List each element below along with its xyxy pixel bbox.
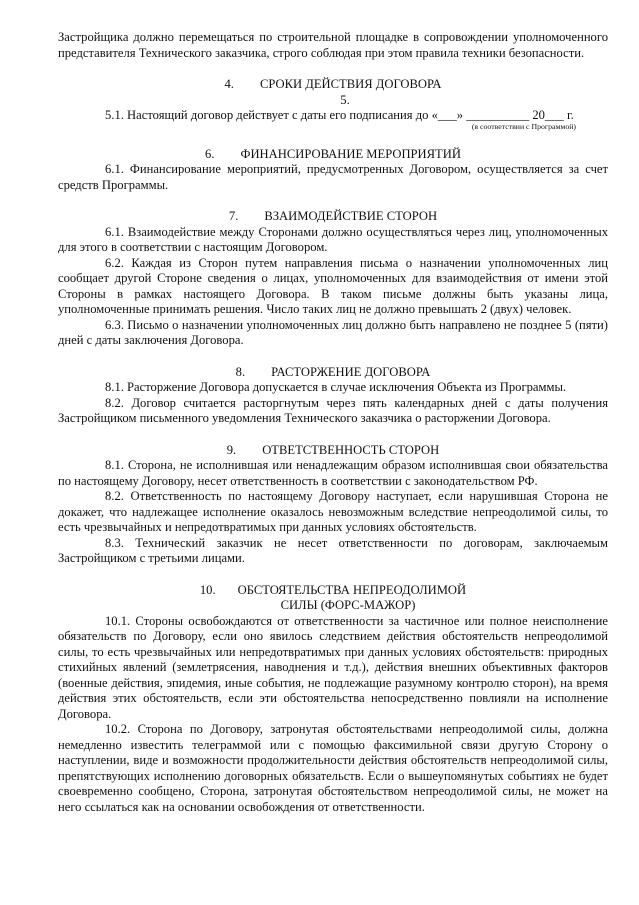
clause-5-1: 5.1. Настоящий договор действует с даты его подписания до «___» __________ 20___ г. (105, 108, 574, 122)
clause-9-3: 8.3. Технический заказчик не несет ответственности по договорам, заключаемым Застройщиком с третьими лицами. (58, 535, 608, 565)
clause-7-3: 6.3. Письмо о назначении уполномоченных лиц должно быть направлено не позднее 5 (пяти) дней с даты заключения Договора. (58, 317, 608, 347)
clause-10-1: 10.1. Стороны освобождаются от ответственности за частичное или полное неисполнение обязательств по Договору, если оно явилось следствием действия обстоятельств непреодолимой силы, то есть чрезвычайных или непредотвратимых при данных условиях обстоятельств: природных стихийных явлений (землетрясения, наводнения и т.д.), действия внешних объективных факторов (военные действия, эпидемия, иные события, не подлежащие разумному контролю сторон), на время действия этих обстоятельств, если эти обстоятельства непосредственно повлияли на исполнение Договора. (58, 613, 608, 721)
section-8-heading (58, 365, 608, 381)
section-10-heading (58, 583, 608, 614)
section-6-heading (58, 147, 608, 163)
section-8-number: 8. (235, 364, 246, 379)
clause-7-2: 6.2. Каждая из Сторон путем направления письма о назначении уполномоченных лиц сообщает другой Стороне сведения о лицах, уполномоченных для взаимодействия от имени этой Стороны в рамках настоящего Договора. В таком письме должны быть указаны лица, уполномоченные принимать решения. Число таких лиц не должно превышать 2 (двух) человек. (58, 255, 608, 316)
section-7-heading (58, 209, 608, 225)
section-8-title: РАСТОРЖЕНИЕ ДОГОВОРА (271, 364, 431, 379)
section-gap (58, 61, 608, 77)
clause-8-2: 8.2. Договор считается расторгнутым через пять календарных дней с даты получения Застройщиком письменного уведомления Технического заказчика о расторжении Договора. (58, 395, 608, 425)
section-10-title-line2: СИЛЫ (ФОРС-МАЖОР) (280, 598, 416, 612)
section-9-number: 9. (226, 442, 237, 457)
section-gap (58, 427, 608, 443)
section-7-title: ВЗАИМОДЕЙСТВИЕ СТОРОН (264, 209, 438, 223)
clause-5-1-note: (в соответствии с Программой) (471, 121, 576, 131)
section-6-title: ФИНАНСИРОВАНИЕ МЕРОПРИЯТИЙ (240, 146, 461, 161)
clause-7-1: 6.1. Взаимодействие между Сторонами должно осуществляться через лиц, уполномоченных для этого в соответствии с настоящим Договором. (58, 224, 608, 254)
section-6-number: 6. (205, 146, 215, 161)
clause-8-1: 8.1. Расторжение Договора допускается в случае исключения Объекта из Программы. (105, 380, 567, 394)
clause-9-1: 8.1. Сторона, не исполнившая или ненадлежащим образом исполнившая свои обязательства по настоящему Договору, несет ответственность в соответствии с законодательством РФ. (58, 458, 608, 488)
section-10-title-line1: ОБСТОЯТЕЛЬСТВА НЕПРЕОДОЛИМОЙ (237, 582, 467, 597)
section-7-number: 7. (228, 209, 239, 223)
section-9-heading (58, 443, 608, 459)
document-page (58, 30, 608, 815)
clause-6-1: 6.1. Финансирование мероприятий, предусмотренных Договором, осуществляется за счет средств Программы. (58, 162, 608, 192)
section-9-title: ОТВЕТСТВЕННОСТЬ СТОРОН (262, 442, 440, 457)
section-5-number: 5. (340, 92, 350, 107)
section-10-number: 10. (199, 582, 216, 597)
section-4-heading (58, 77, 608, 93)
clause-9-2: 8.2. Ответственность по настоящему Договору наступает, если нарушившая Сторона не докажет, что надлежащее исполнение оказалось невозможным вследствие непреодолимой силы, то есть чрезвычайных и непредотвратимых при данных условиях обстоятельств. (58, 489, 608, 534)
intro-paragraph: Застройщика должно перемещаться по строительной площадке в сопровождении уполномоченного представителя Технического заказчика, строго соблюдая при этом правила техники безопасности. (58, 30, 608, 60)
clause-10-2: 10.2. Сторона по Договору, затронутая обстоятельствами непреодолимой силы, должна немедленно известить телеграммой или с помощью факсимильной связи другую Сторону о наступлении, виде и возможности продолжительности действия обстоятельств непреодолимой силы, препятствующих исполнению договорных обязательств. Если о вышеупомянутых событиях не будет своевременно сообщено, Сторона, затронутая обстоятельством непреодолимой силы, не может на него ссылаться как на основании освобождения от ответственности. (58, 722, 608, 814)
section-gap (58, 193, 608, 209)
section-gap (58, 131, 608, 147)
section-gap (58, 349, 608, 365)
section-4-number: 4. (224, 77, 234, 91)
section-gap (58, 567, 608, 583)
section-4-title: СРОКИ ДЕЙСТВИЯ ДОГОВОРА (259, 77, 442, 91)
